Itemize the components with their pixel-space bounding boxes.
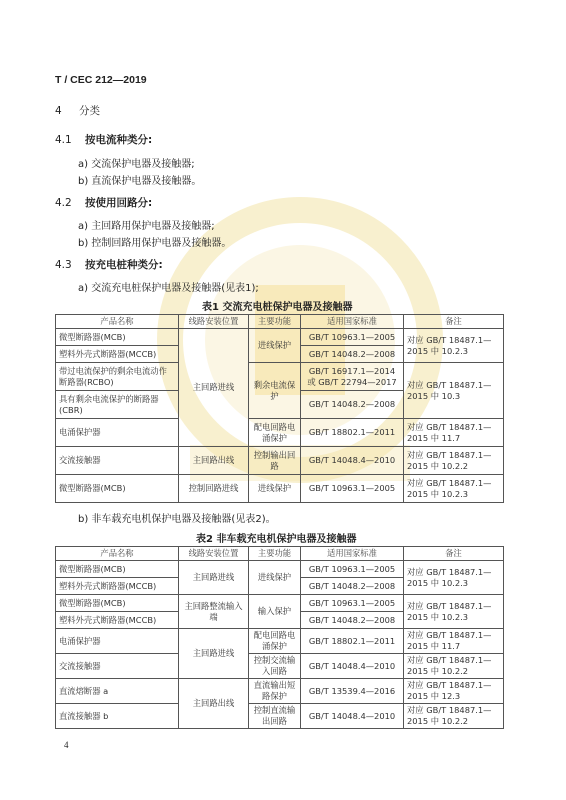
standard-code: T / CEC 212—2019 <box>55 74 147 86</box>
cell-location: 主回路进线 <box>179 629 249 679</box>
table-row <box>56 447 504 475</box>
table-header: 适用国家标准 <box>301 547 404 561</box>
section-heading <box>55 103 100 118</box>
cell-note: 对应 GB/T 18487.1—2015 中 10.2.2 <box>404 654 504 679</box>
table-row <box>56 595 504 612</box>
cell-function: 配电回路电涌保护 <box>249 419 301 447</box>
cell-name: 交流接触器 <box>56 447 179 475</box>
cell-location: 主回路出线 <box>179 679 249 729</box>
cell-standard: GB/T 14048.2—2008 <box>301 346 404 363</box>
cell-standard: GB/T 18802.1—2011 <box>301 419 404 447</box>
cell-standard: GB/T 18802.1—2011 <box>301 629 404 654</box>
cell-standard: GB/T 14048.2—2008 <box>301 391 404 419</box>
clause-4-1-heading <box>55 132 152 147</box>
table-row <box>56 329 504 346</box>
cell-function: 直流输出短路保护 <box>249 679 301 704</box>
table-header: 备注 <box>404 547 504 561</box>
list-item: a) 交流保护电器及接触器; <box>78 159 195 170</box>
table-row <box>56 561 504 578</box>
clause-4-3-heading <box>55 257 163 272</box>
cell-standard: GB/T 10963.1—2005 <box>301 329 404 346</box>
cell-standard: GB/T 10963.1—2005 <box>301 561 404 578</box>
clause-title: 按电流种类分: <box>85 134 153 146</box>
clause-4-2-heading <box>55 195 152 210</box>
cell-name: 直流接触器 b <box>56 704 179 729</box>
cell-location: 控制回路进线 <box>179 475 249 503</box>
cell-name: 塑料外壳式断路器(MCCB) <box>56 612 179 629</box>
list-item: b) 非车载充电机保护电器及接触器(见表2)。 <box>78 514 276 525</box>
table-header: 主要功能 <box>249 547 301 561</box>
clause-title: 按使用回路分: <box>85 197 153 209</box>
cell-function: 控制输出回路 <box>249 447 301 475</box>
cell-function: 控制交流输入回路 <box>249 654 301 679</box>
cell-standard: GB/T 16917.1—2014 或 GB/T 22794—2017 <box>301 363 404 391</box>
section-number: 4 <box>55 105 62 117</box>
cell-standard: GB/T 14048.4—2010 <box>301 704 404 729</box>
cell-name: 微型断路器(MCB) <box>56 561 179 578</box>
cell-standard: GB/T 14048.2—2008 <box>301 612 404 629</box>
cell-standard: GB/T 10963.1—2005 <box>301 595 404 612</box>
cell-note: 对应 GB/T 18487.1—2015 中 10.2.3 <box>404 595 504 629</box>
cell-function: 剩余电流保护 <box>249 363 301 419</box>
table-row <box>56 419 504 447</box>
cell-name: 电涌保护器 <box>56 629 179 654</box>
cell-name: 交流接触器 <box>56 654 179 679</box>
cell-note: 对应 GB/T 18487.1—2015 中 10.2.2 <box>404 704 504 729</box>
cell-function: 控制直流输出回路 <box>249 704 301 729</box>
table-row <box>56 629 504 654</box>
cell-name: 塑料外壳式断路器(MCCB) <box>56 578 179 595</box>
cell-function: 进线保护 <box>249 475 301 503</box>
list-item: a) 主回路用保护电器及接触器; <box>78 221 215 232</box>
table-header: 备注 <box>404 315 504 329</box>
table-header: 主要功能 <box>249 315 301 329</box>
cell-name: 直流熔断器 a <box>56 679 179 704</box>
cell-name: 具有剩余电流保护的断路器(CBR) <box>56 391 179 419</box>
table-row <box>56 654 504 679</box>
cell-location: 主回路进线 <box>179 561 249 595</box>
cell-note: 对应 GB/T 18487.1—2015 中 10.2.3 <box>404 561 504 595</box>
cell-name: 带过电流保护的剩余电流动作断路器(RCBO) <box>56 363 179 391</box>
cell-note: 对应 GB/T 18487.1—2015 中 10.3 <box>404 363 504 419</box>
table-header-row <box>56 315 504 329</box>
cell-location: 主回路出线 <box>179 447 249 475</box>
cell-name: 微型断路器(MCB) <box>56 595 179 612</box>
cell-note: 对应 GB/T 18487.1—2015 中 11.7 <box>404 419 504 447</box>
clause-number: 4.2 <box>55 197 72 209</box>
table-header: 适用国家标准 <box>301 315 404 329</box>
cell-standard: GB/T 14048.4—2010 <box>301 654 404 679</box>
cell-location: 主回路整流输入端 <box>179 595 249 629</box>
list-item: b) 直流保护电器及接触器。 <box>78 176 202 187</box>
cell-note: 对应 GB/T 18487.1—2015 中 10.2.3 <box>404 475 504 503</box>
clause-number: 4.1 <box>55 134 72 146</box>
table-row <box>56 679 504 704</box>
table-row <box>56 363 504 391</box>
list-item: b) 控制回路用保护电器及接触器。 <box>78 238 232 249</box>
table1-caption: 表1 交流充电桩保护电器及接触器 <box>202 302 353 313</box>
clause-number: 4.3 <box>55 259 72 271</box>
table2-caption: 表2 非车载充电机保护电器及接触器 <box>196 534 357 545</box>
table-header: 线路安装位置 <box>179 547 249 561</box>
cell-standard: GB/T 13539.4—2016 <box>301 679 404 704</box>
cell-standard: GB/T 14048.4—2010 <box>301 447 404 475</box>
cell-function: 进线保护 <box>249 329 301 363</box>
table-header: 线路安装位置 <box>179 315 249 329</box>
table-row <box>56 475 504 503</box>
cell-function: 配电回路电涌保护 <box>249 629 301 654</box>
cell-function: 输入保护 <box>249 595 301 629</box>
cell-standard: GB/T 14048.2—2008 <box>301 578 404 595</box>
page-number: 4 <box>64 740 69 750</box>
cell-name: 塑料外壳式断路器(MCCB) <box>56 346 179 363</box>
cell-standard: GB/T 10963.1—2005 <box>301 475 404 503</box>
clause-title: 按充电桩种类分: <box>85 259 163 271</box>
cell-note: 对应 GB/T 18487.1—2015 中 11.7 <box>404 629 504 654</box>
cell-name: 微型断路器(MCB) <box>56 329 179 346</box>
cell-note: 对应 GB/T 18487.1—2015 中 12.3 <box>404 679 504 704</box>
table-header: 产品名称 <box>56 315 179 329</box>
cell-note: 对应 GB/T 18487.1—2015 中 10.2.2 <box>404 447 504 475</box>
table-header-row <box>56 547 504 561</box>
table1 <box>55 314 504 503</box>
table2 <box>55 546 504 729</box>
cell-name: 电涌保护器 <box>56 419 179 447</box>
cell-name: 微型断路器(MCB) <box>56 475 179 503</box>
section-title: 分类 <box>79 105 101 117</box>
table-header: 产品名称 <box>56 547 179 561</box>
list-item: a) 交流充电桩保护电器及接触器(见表1); <box>78 283 259 294</box>
cell-note: 对应 GB/T 18487.1—2015 中 10.2.3 <box>404 329 504 363</box>
cell-location: 主回路进线 <box>179 329 249 447</box>
table-row <box>56 704 504 729</box>
cell-function: 进线保护 <box>249 561 301 595</box>
